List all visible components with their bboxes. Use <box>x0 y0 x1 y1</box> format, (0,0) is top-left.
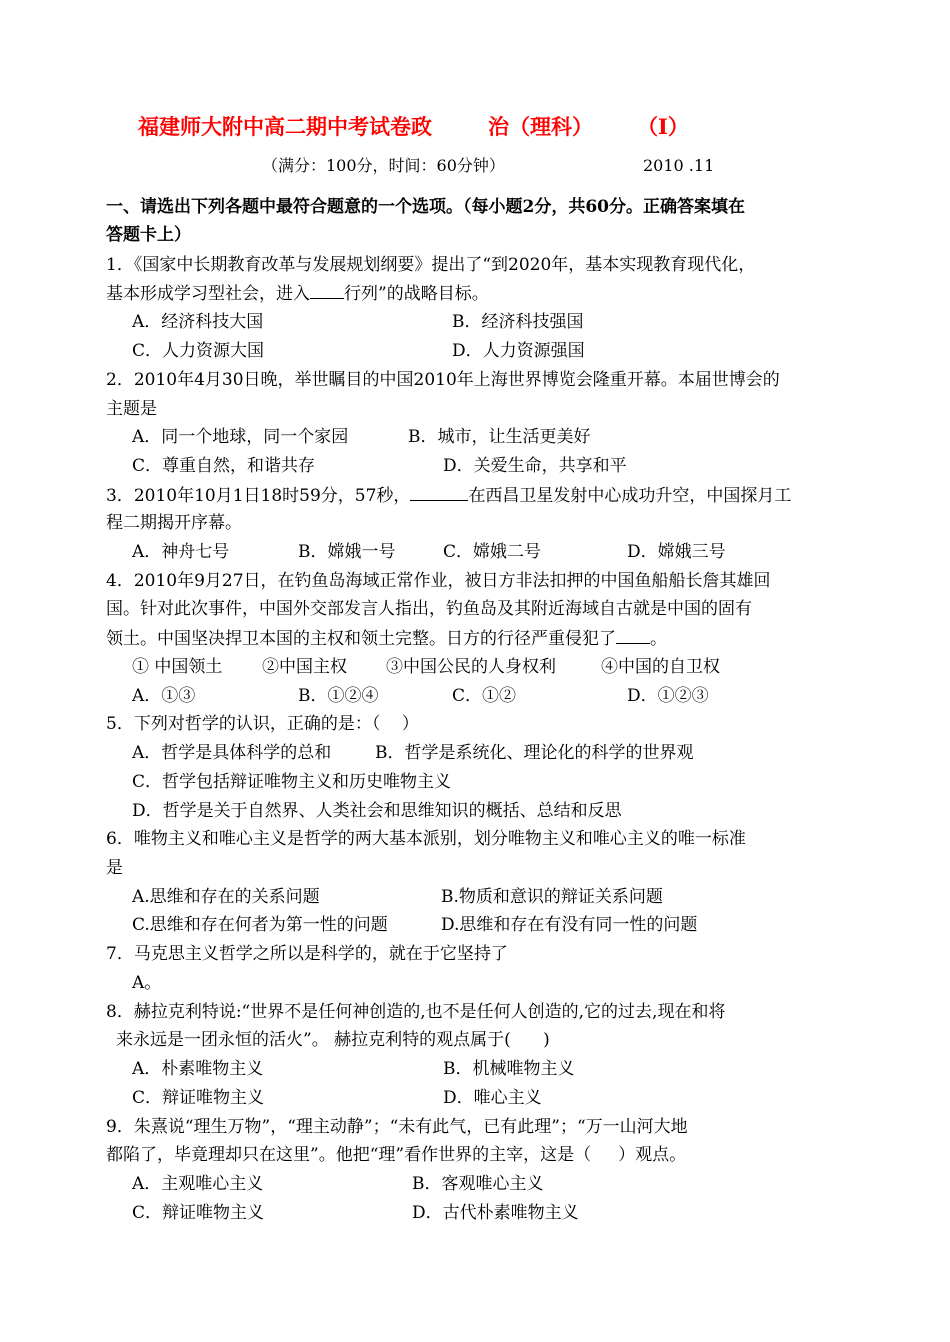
q4-option-d: D．①②③ <box>627 686 709 706</box>
section-1-heading: 一、请选出下列各题中最符合题意的一个选项。（每小题2分，共60分。正确答案填在 <box>106 197 745 217</box>
q2-option-c: C．尊重自然，和谐共存 <box>132 456 316 476</box>
q2-stem: 2．2010年4月30日晚，举世瞩目的中国2010年上海世界博览会隆重开幕。本届世博会的 <box>106 370 780 390</box>
q1-stem: 1．《国家中长期教育改革与发展规划纲要》提出了“到2020年，基本实现教育现代化， <box>106 255 756 275</box>
q8-option-d: D．唯心主义 <box>443 1088 542 1108</box>
q6-stem-cont: 是 <box>106 858 123 878</box>
answer-blank <box>410 484 468 501</box>
q3-option-b: B．嫦娥一号 <box>298 542 396 562</box>
exam-date: 2010 .11 <box>643 156 715 175</box>
q5-stem: 5．下列对哲学的认识，正确的是：（ ） <box>106 714 419 734</box>
q2-option-a: A．同一个地球，同一个家园 <box>132 427 349 447</box>
q9-option-c: C．辩证唯物主义 <box>132 1203 265 1223</box>
q4-item-3: ③中国公民的人身权利 <box>386 657 556 677</box>
q3-stem-part1: 3．2010年10月1日18时59分，57秒， <box>106 486 411 506</box>
q3-option-c: C．嫦娥二号 <box>443 542 542 562</box>
q4-stem-cont2 <box>106 627 667 650</box>
q5-option-c: C．哲学包括辩证唯物主义和历史唯物主义 <box>132 772 452 792</box>
q5-option-a: A．哲学是具体科学的总和 <box>132 743 332 763</box>
q9-option-d: D．古代朴素唯物主义 <box>412 1203 579 1223</box>
q3-stem <box>106 484 791 507</box>
q6-stem: 6．唯物主义和唯心主义是哲学的两大基本派别，划分唯物主义和唯心主义的唯一标准 <box>106 829 746 849</box>
q8-stem: 8．赫拉克利特说:“世界不是任何神创造的,也不是任何人创造的,它的过去,现在和将 <box>106 1002 726 1022</box>
q6-option-c: C.思维和存在何者为第一性的问题 <box>132 915 388 935</box>
answer-blank <box>616 627 650 644</box>
q3-stem-cont: 程二期揭开序幕。 <box>106 513 242 533</box>
q7-option-a: A。 <box>132 973 162 993</box>
q3-option-a: A．神舟七号 <box>132 542 230 562</box>
title-main: 福建师大附中高二期中考试卷政 <box>138 114 432 139</box>
q1-option-d: D．人力资源强国 <box>452 341 585 361</box>
q9-stem-cont: 都陷了，毕竟理却只在这里”。他把“理”看作世界的主宰，这是（ ）观点。 <box>106 1145 687 1165</box>
q8-stem-cont: 来永远是一团永恒的活火”。 赫拉克利特的观点属于( ) <box>116 1030 550 1050</box>
exam-info: （满分：100分，时间：60分钟） <box>262 156 505 175</box>
q4-stem: 4．2010年9月27日，在钓鱼岛海域正常作业，被日方非法扣押的中国鱼船船长詹其雄回 <box>106 571 771 591</box>
q5-option-b: B．哲学是系统化、理论化的科学的世界观 <box>375 743 694 763</box>
q6-option-b: B.物质和意识的辩证关系问题 <box>441 887 663 907</box>
answer-blank <box>310 282 344 299</box>
title-subject: 治（理科） <box>488 114 593 139</box>
q1-option-a: A．经济科技大国 <box>132 312 264 332</box>
q2-stem-cont: 主题是 <box>106 399 157 419</box>
section-1-heading-cont: 答题卡上） <box>106 225 191 245</box>
q7-stem: 7．马克思主义哲学之所以是科学的，就在于它坚持了 <box>106 944 508 964</box>
q4-option-a: A．①③ <box>132 686 196 706</box>
q2-option-b: B．城市，让生活更美好 <box>408 427 591 447</box>
q4-item-4: ④中国的自卫权 <box>601 657 720 677</box>
q1-stem-cont <box>106 282 489 305</box>
q2-option-d: D．关爱生命，共享和平 <box>443 456 627 476</box>
q1-option-b: B．经济科技强国 <box>452 312 584 332</box>
q1-stem-part1: 基本形成学习型社会，进入 <box>106 284 310 304</box>
q1-stem-part2: 行列”的战略目标。 <box>344 284 489 304</box>
q6-option-a: A.思维和存在的关系问题 <box>132 887 320 907</box>
q4-stem-part1: 领土。中国坚决捍卫本国的主权和领土完整。日方的行径严重侵犯了 <box>106 629 616 649</box>
q9-stem: 9．朱熹说“理生万物”，“理主动静”；“未有此气，已有此理”；“万一山河大地 <box>106 1117 688 1137</box>
q4-item-1: ① 中国领土 <box>132 657 223 677</box>
q4-item-2: ②中国主权 <box>262 657 347 677</box>
q5-option-d: D．哲学是关于自然界、人类社会和思维知识的概括、总结和反思 <box>132 801 622 821</box>
exam-title <box>138 114 689 140</box>
q4-stem-cont: 国。针对此次事件，中国外交部发言人指出，钓鱼岛及其附近海域自古就是中国的固有 <box>106 599 752 619</box>
title-volume: （Ⅰ） <box>637 114 689 139</box>
q4-stem-part2: 。 <box>650 629 667 649</box>
q8-option-b: B．机械唯物主义 <box>443 1059 575 1079</box>
q9-option-a: A．主观唯心主义 <box>132 1174 264 1194</box>
q4-option-c: C．①② <box>452 686 517 706</box>
q3-stem-part2: 在西昌卫星发射中心成功升空，中国探月工 <box>468 486 792 506</box>
q8-option-c: C．辩证唯物主义 <box>132 1088 265 1108</box>
q3-option-d: D．嫦娥三号 <box>627 542 726 562</box>
q9-option-b: B．客观唯心主义 <box>412 1174 544 1194</box>
q8-option-a: A．朴素唯物主义 <box>132 1059 264 1079</box>
q6-option-d: D.思维和存在有没有同一性的问题 <box>441 915 698 935</box>
q1-option-c: C．人力资源大国 <box>132 341 265 361</box>
q4-option-b: B．①②④ <box>298 686 379 706</box>
